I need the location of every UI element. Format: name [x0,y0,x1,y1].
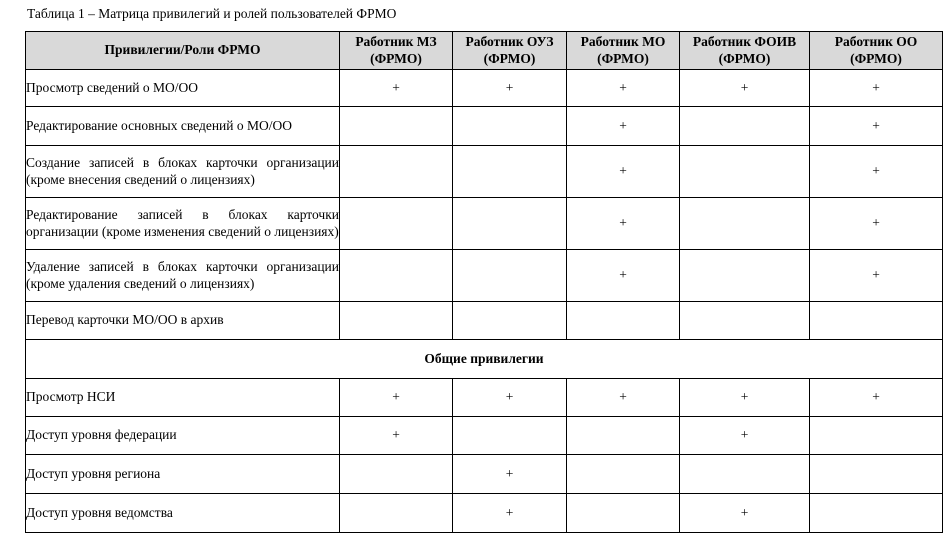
mark-cell [453,302,567,340]
mark-cell [453,250,567,302]
mark-cell [340,250,453,302]
table-caption: Таблица 1 – Матрица привилегий и ролей пользователей ФРМО [27,6,397,21]
mark-cell [340,302,453,340]
mark-cell [453,417,567,455]
mark-cell: + [340,379,453,417]
mark-cell [680,107,810,146]
privileges-matrix-table [25,31,943,533]
mark-cell [680,302,810,340]
privilege-name: Доступ уровня региона [26,455,340,494]
mark-cell [567,455,680,494]
mark-cell: + [453,455,567,494]
mark-cell: + [567,379,680,417]
table-row [26,107,943,146]
mark-cell: + [453,70,567,107]
mark-cell: + [340,70,453,107]
mark-cell: + [810,198,943,250]
header-role-title: Работник МЗ [355,34,437,49]
mark-cell: + [680,379,810,417]
privilege-name: Доступ уровня ведомства [26,494,340,533]
mark-cell [680,146,810,198]
mark-cell: + [680,417,810,455]
mark-cell [810,455,943,494]
mark-cell [810,494,943,533]
header-privileges-roles: Привилегии/Роли ФРМО [26,32,340,70]
mark-cell [567,302,680,340]
table-row [26,494,943,533]
header-role-title: Работник ФОИВ [692,34,797,49]
mark-cell [340,146,453,198]
table-row [26,379,943,417]
mark-cell: + [810,146,943,198]
privilege-name: Редактирование записей в блоках карточки организации (кроме изменения сведений о лицензиях) [26,198,340,250]
table-row [26,417,943,455]
mark-cell: + [567,250,680,302]
mark-cell [680,198,810,250]
mark-cell [453,107,567,146]
mark-cell: + [567,70,680,107]
privilege-name: Просмотр сведений о МО/ОО [26,70,340,107]
mark-cell [340,198,453,250]
header-role-oo [810,32,943,70]
mark-cell: + [453,494,567,533]
header-role-mz [340,32,453,70]
privilege-name: Создание записей в блоках карточки организации (кроме внесения сведений о лицензиях) [26,146,340,198]
header-role-subtitle: (ФРМО) [370,50,422,66]
header-role-mo [567,32,680,70]
table-row [26,146,943,198]
table-row [26,455,943,494]
mark-cell: + [680,494,810,533]
mark-cell [810,302,943,340]
mark-cell [567,417,680,455]
mark-cell [567,494,680,533]
privilege-name: Перевод карточки МО/ОО в архив [26,302,340,340]
mark-cell: + [567,198,680,250]
mark-cell: + [680,70,810,107]
privilege-name: Доступ уровня федерации [26,417,340,455]
table-row [26,250,943,302]
mark-cell: + [810,70,943,107]
mark-cell [453,198,567,250]
mark-cell [340,107,453,146]
mark-cell: + [810,379,943,417]
mark-cell: + [567,146,680,198]
header-role-subtitle: (ФРМО) [850,50,902,66]
mark-cell [453,146,567,198]
mark-cell: + [567,107,680,146]
table-row [26,198,943,250]
privilege-name: Удаление записей в блоках карточки организации (кроме удаления сведений о лицензиях) [26,250,340,302]
header-role-subtitle: (ФРМО) [718,50,771,66]
header-role-subtitle: (ФРМО) [483,50,536,66]
mark-cell: + [810,250,943,302]
header-role-title: Работник МО [580,34,666,49]
header-row [26,32,943,70]
mark-cell [680,250,810,302]
header-role-title: Работник ОУЗ [465,34,554,49]
mark-cell: + [810,107,943,146]
section-row [26,340,943,379]
header-role-subtitle: (ФРМО) [597,50,649,66]
mark-cell [810,417,943,455]
table-row [26,302,943,340]
mark-cell [340,494,453,533]
table-row [26,70,943,107]
mark-cell: + [340,417,453,455]
privilege-name: Просмотр НСИ [26,379,340,417]
privilege-name: Редактирование основных сведений о МО/ОО [26,107,340,146]
mark-cell: + [453,379,567,417]
header-role-title: Работник ОО [834,34,918,49]
header-role-foiv [680,32,810,70]
mark-cell [680,455,810,494]
header-role-ouz [453,32,567,70]
section-title: Общие привилегии [26,340,943,379]
mark-cell [340,455,453,494]
